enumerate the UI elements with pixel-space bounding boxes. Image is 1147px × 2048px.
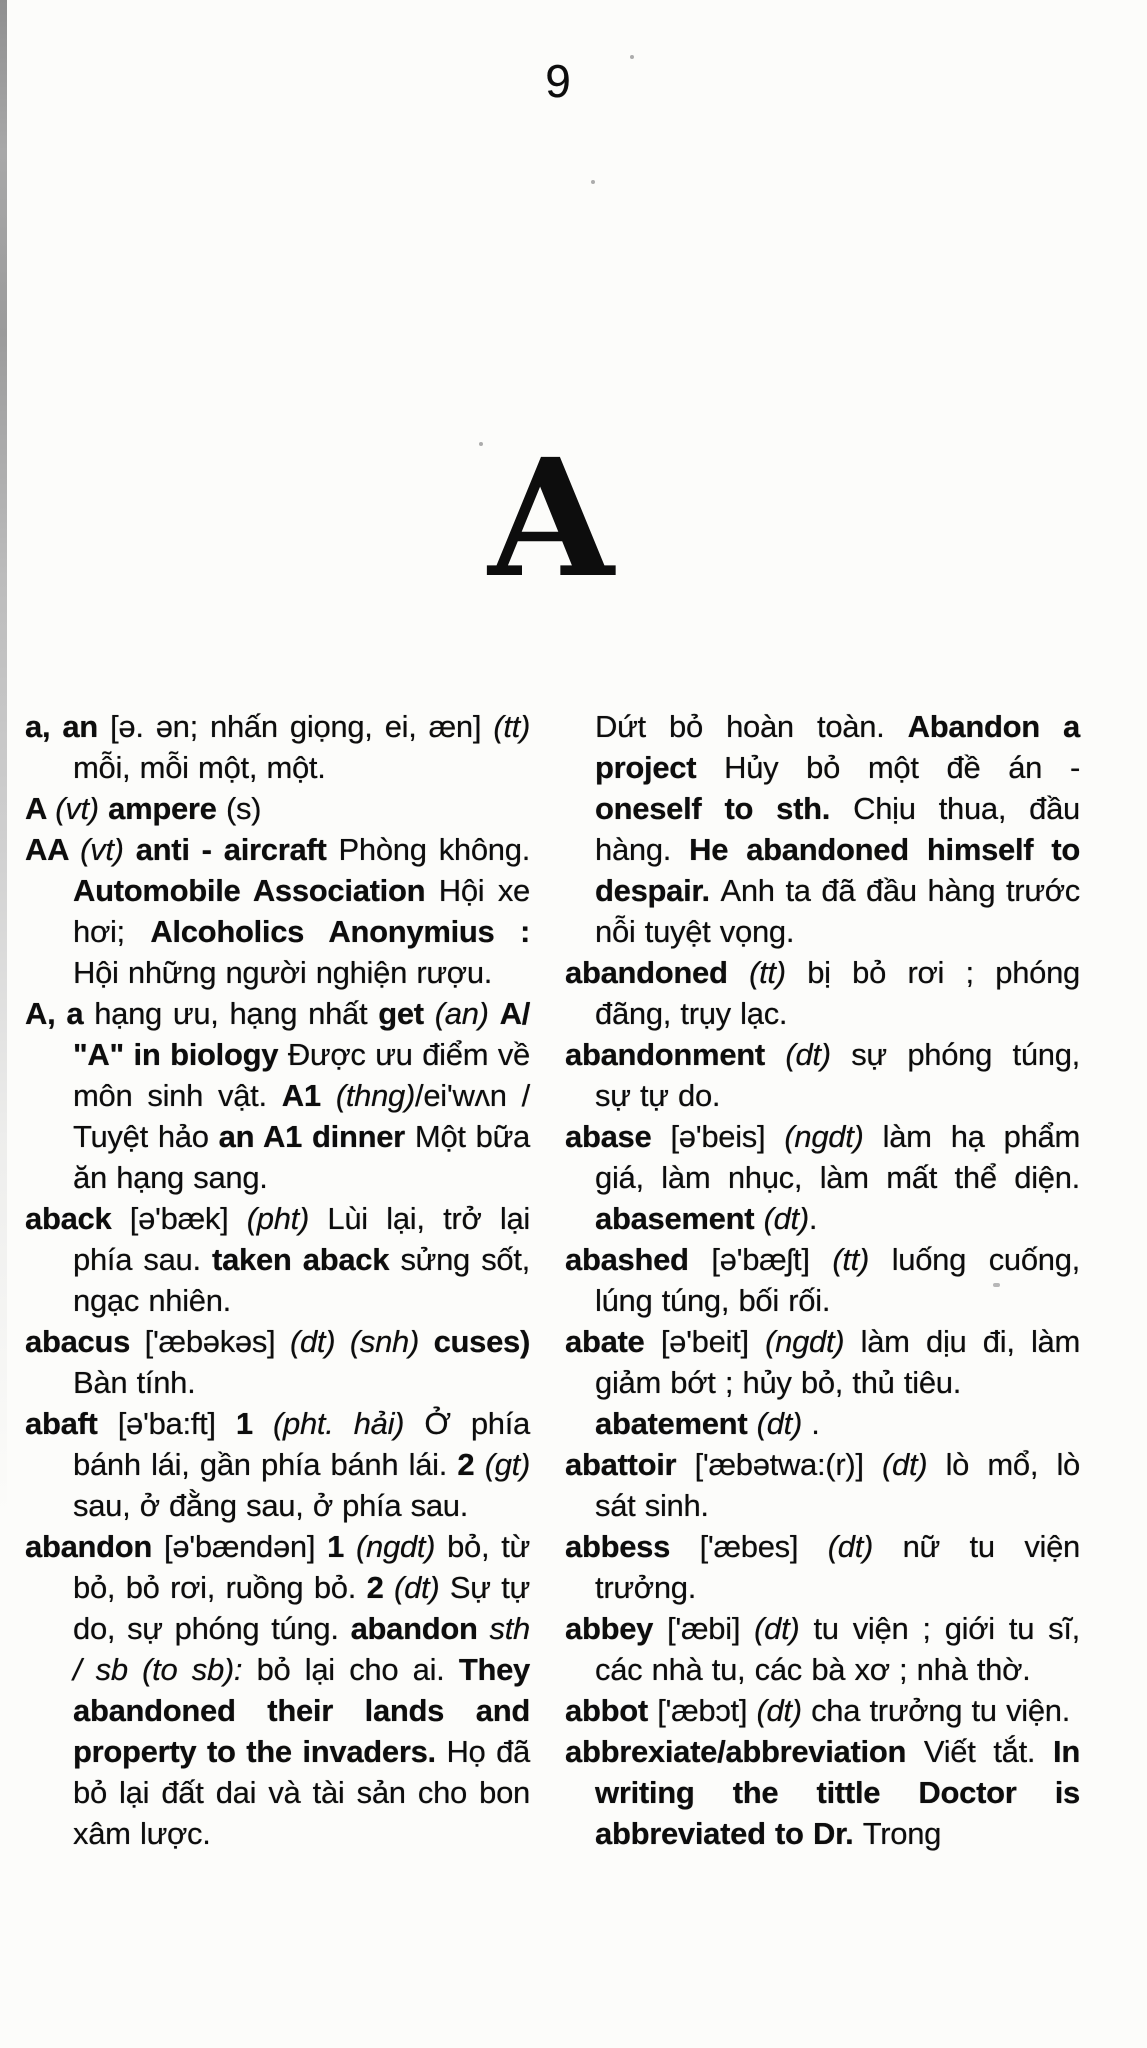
text-run: (dt) [754,1611,814,1646]
entry-aback [25,1198,530,1321]
left-column [25,706,530,1854]
entry-a-a-grade [25,993,530,1198]
text-run: abacus [25,1324,145,1359]
text-run: sửng sốt, ngạc nhiên. [73,1242,530,1318]
text-run: [ə'beit] [660,1324,766,1359]
text-run: Sự tự do, sự phóng túng. [73,1570,530,1646]
entry-abashed [565,1239,1080,1321]
text-run: Chịu thua, đầu hàng. [595,791,1080,867]
text-run: Hội những người nghiện rượu. [73,955,493,990]
text-run: Lùi lại, trở lại phía sau. [73,1201,530,1277]
scan-speck [591,180,595,184]
text-run: bỏ, từ bỏ, bỏ rơi, ruồng bỏ. [73,1529,531,1605]
text-run: abate [565,1324,661,1359]
text-run: (vt) [80,832,136,867]
text-run: sth / sb (to sb): [73,1611,531,1687]
text-run: sau, ở đằng sau, ở phía sau. [73,1488,469,1523]
text-run: an A1 dinner [218,1119,415,1154]
text-run: ['æbɔt] [657,1693,757,1728]
text-run: abbey [565,1611,668,1646]
text-run: Alcoholics Anonymius : [150,914,530,949]
text-run: A, a [25,996,95,1031]
text-run: abaft [25,1406,118,1441]
text-run: Hội xe hơi; [73,873,530,949]
text-run: abatement [595,1406,757,1441]
text-run: bị bỏ rơi ; phóng đãng, trụy lạc. [595,955,1080,1031]
text-run: Họ đã bỏ lại đất dai và tài sản cho bon xâm lược. [73,1734,530,1851]
text-run: cuses) [433,1324,530,1359]
text-run: In writing the tittle Doctor is abbreviated to Dr. [595,1734,1080,1851]
text-run: bỏ lại cho ai. [256,1652,459,1687]
text-run: 1 [327,1529,356,1564]
text-run: Hủy bỏ một đề án - [724,750,1080,785]
text-run: (an) [434,996,500,1031]
text-run: He abandoned himself to despair. [595,832,1080,908]
text-run: làm hạ phẩm giá, làm nhục, làm mất thể diện. [595,1119,1081,1195]
text-run: ['æbes] [699,1529,828,1564]
text-run: (dt) [756,1406,802,1441]
text-run: abbess [565,1529,700,1564]
text-run: . [808,1201,818,1236]
text-run: (tt) [493,709,530,744]
right-column [565,706,1080,1854]
text-run: AA [25,832,81,867]
text-run: oneself to sth. [595,791,854,826]
text-run: Trong [862,1816,942,1851]
text-run: abbrexiate/abbreviation [565,1734,924,1769]
text-run: (dt) (snh) [289,1324,434,1359]
text-run: ['æbəkəs] [144,1324,290,1359]
text-run: abandon [25,1529,164,1564]
text-run: (dt) [394,1570,450,1605]
text-run: Automobile Association [73,873,439,908]
text-run: hạng ưu, hạng nhất [94,996,379,1031]
text-run: mỗi, mỗi một, một. [73,750,326,785]
entry-abase [565,1116,1080,1239]
entry-abbess [565,1526,1080,1608]
text-run: tu viện ; giới tu sĩ, các nhà tu, các bà xơ ; nhà thờ. [595,1611,1080,1687]
text-run: Abandon a project [595,709,1080,785]
entry-abandon [25,1526,530,1854]
text-run: 2 [457,1447,485,1482]
text-run: (tt) [832,1242,892,1277]
text-run: abashed [565,1242,712,1277]
text-run: (vt) [55,791,109,826]
text-run: (ngdt) [355,1529,448,1564]
text-run: Anh ta đã đầu hàng trước nỗi tuyệt vọng. [595,873,1080,949]
text-run: (pht) [246,1201,328,1236]
entry-abandon-continued [565,706,1080,952]
text-run: (gt) [484,1447,530,1482]
text-run: [ə. ən; nhấn giọng, ei, æn] [110,709,494,744]
entry-a-ampere [25,788,530,829]
text-run: [ə'beis] [670,1119,785,1154]
text-run: 2 [366,1570,395,1605]
text-run: A1 [281,1078,336,1113]
text-run: abasement [595,1201,764,1236]
text-run: Ở phía bánh lái, gần phía bánh lái. [73,1406,530,1482]
text-run: lò mổ, lò sát sinh. [595,1447,1080,1523]
text-run: [ə'bæk] [129,1201,247,1236]
text-run: a, an [25,709,111,744]
text-run: [ə'bæʃt] [711,1242,833,1277]
text-run: nữ tu viện trưởng. [595,1529,1080,1605]
text-run: anti - aircraft [135,832,339,867]
text-run: (dt) [756,1693,812,1728]
text-run: abattoir [565,1447,695,1482]
text-run: sự phóng túng, sự tự do. [595,1037,1080,1113]
text-run: [ə'ba:ft] [117,1406,236,1441]
text-run: (thng) [335,1078,415,1113]
text-run: abandon [350,1611,490,1646]
text-run: [ə'bændən] [164,1529,328,1564]
text-run: (dt) [827,1529,903,1564]
entry-a-an [25,706,530,788]
text-run: (pht. hải) [273,1406,425,1441]
entry-abandonment [565,1034,1080,1116]
text-run: Một bữa ăn hạng sang. [73,1119,530,1195]
text-run: (ngdt) [765,1324,861,1359]
text-run: abbot [565,1693,658,1728]
page-number: 9 [545,55,571,107]
entry-abandoned [565,952,1080,1034]
text-run: luống cuống, lúng túng, bối rối. [595,1242,1080,1318]
entry-abacus [25,1321,530,1403]
text-run: ['æbətwa:(r)] [694,1447,882,1482]
text-run: taken aback [212,1242,401,1277]
text-run: (s) [225,791,262,826]
text-run: /ei'wʌn / Tuyệt hảo [73,1078,530,1154]
text-run: ampere [108,791,226,826]
entry-abbot [565,1690,1080,1731]
entry-abatement [565,1403,1080,1444]
text-run: (dt) [763,1201,809,1236]
entry-abaft [25,1403,530,1526]
entry-abbey [565,1608,1080,1690]
text-run: abandoned [565,955,750,990]
section-letter-heading: A [488,424,614,614]
text-run: A [25,791,56,826]
entry-aa [25,829,530,993]
entry-abbrexiate-abbreviation [565,1731,1080,1854]
entry-abattoir [565,1444,1080,1526]
text-run: abandonment [565,1037,786,1072]
text-run: (dt) [881,1447,946,1482]
scan-speck [630,55,634,59]
text-run: ['æbi] [667,1611,755,1646]
text-run: (dt) [785,1037,852,1072]
text-run: Viết tắt. [923,1734,1054,1769]
text-run: aback [25,1201,130,1236]
text-run: A/ "A" in biology [73,996,531,1072]
text-run: cha trưởng tu viện. [811,1693,1071,1728]
text-run: Được ưu điểm về môn sinh vật. [73,1037,530,1113]
text-run: They abandoned their lands and property to the invaders. [73,1652,530,1769]
text-run: . [801,1406,820,1441]
text-run: abase [565,1119,671,1154]
text-run: Phòng không. [338,832,531,867]
text-run: Dứt bỏ hoàn toàn. [595,709,908,744]
text-run: get [378,996,435,1031]
text-run: làm dịu đi, làm giảm bớt ; hủy bỏ, thủ tiêu. [595,1324,1081,1400]
text-run: 1 [235,1406,274,1441]
text-run: (tt) [749,955,808,990]
text-run: Bàn tính. [73,1365,196,1400]
scan-binding-edge-artifact [0,0,7,1520]
text-run: (ngdt) [784,1119,883,1154]
entry-abate [565,1321,1080,1403]
